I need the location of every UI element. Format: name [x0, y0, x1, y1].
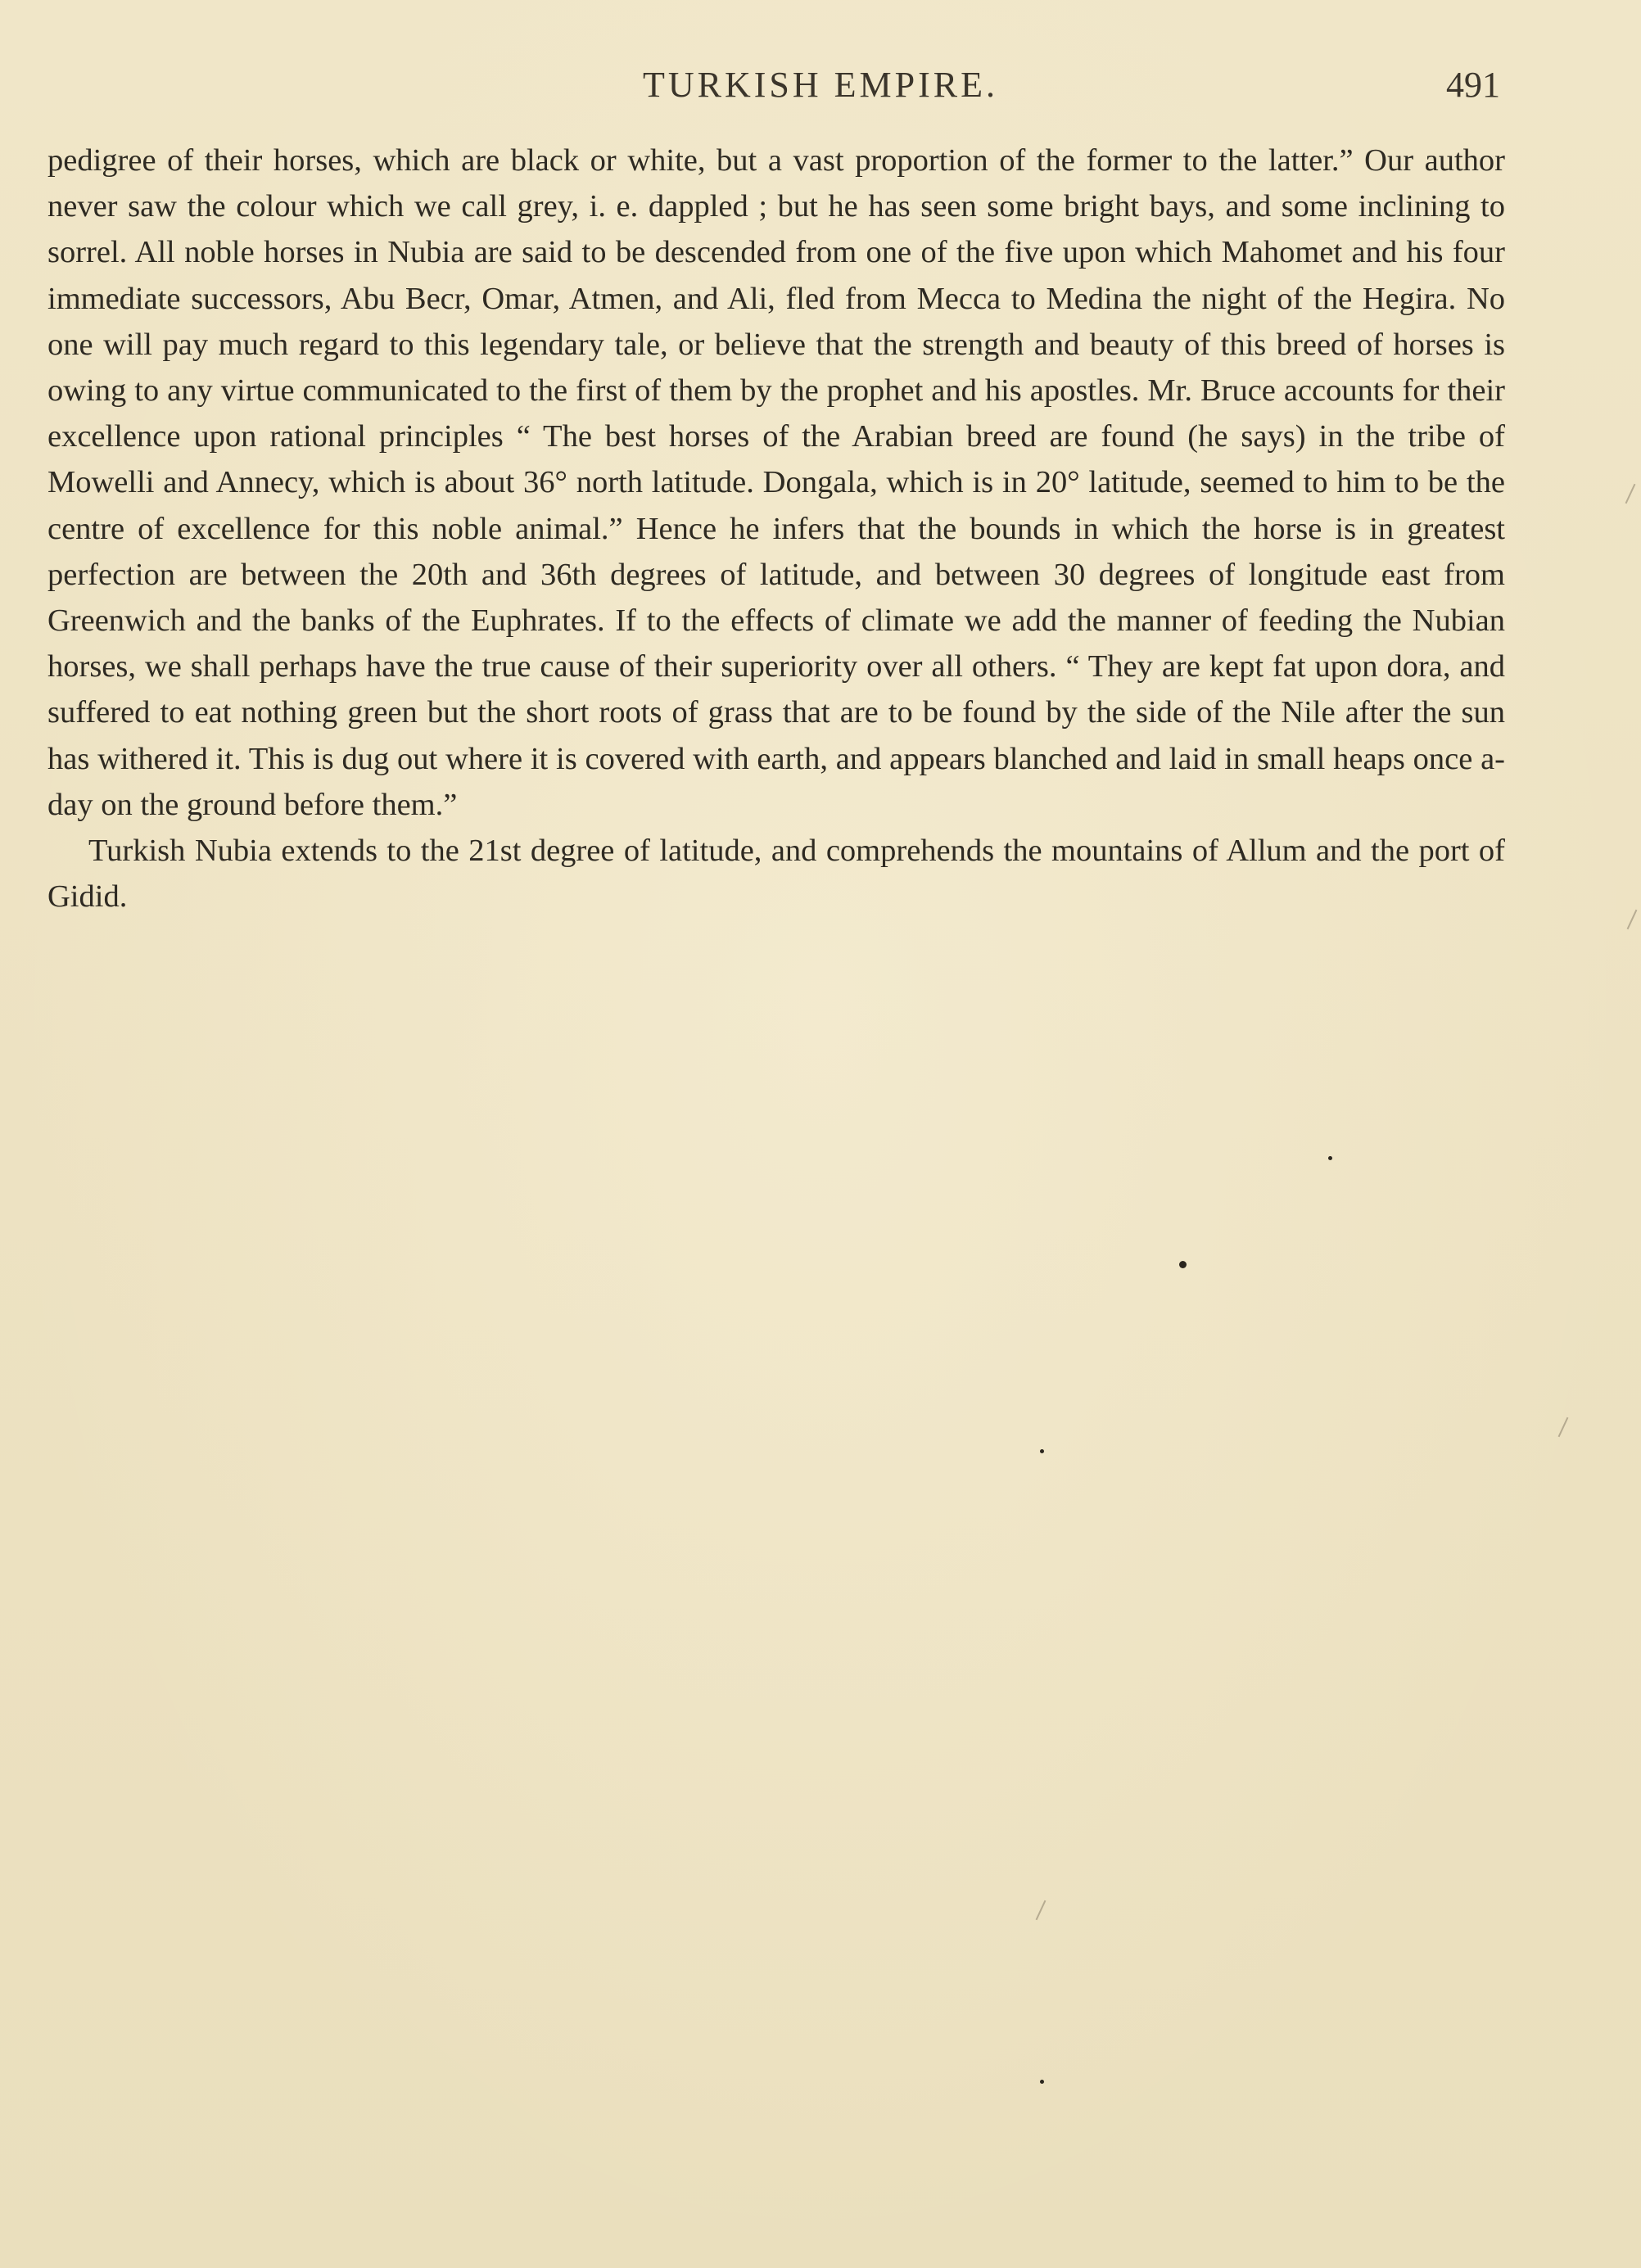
- page-number: 491: [1446, 65, 1500, 105]
- body-text: [47, 138, 1505, 919]
- paper-mark: [1627, 910, 1638, 929]
- paragraph: pedigree of their horses, which are black or white, but a vast proportion of the former to the latter.” Our author never saw the colour which we call grey, i. e. dappled ; but he has seen some bright bays, and some inclining to sorrel. All noble horses in Nubia are said to be descended from one of the five upon which Mahomet and his four immediate successors, Abu Becr, Omar, Atmen, and Ali, fled from Mecca to Medina the night of the Hegira. No one will pay much regard to this legendary tale, or believe that the strength and beauty of this breed of horses is owing to any virtue communicated to the first of them by the prophet and his apostles. Mr. Bruce accounts for their excellence upon rational principles “ The best horses of the Arabian breed are found (he says) in the tribe of Mowelli and Annecy, which is about 36° north latitude. Dongala, which is in 20° latitude, seemed to him to be the centre of excellence for this noble animal.” Hence he infers that the bounds in which the horse is in greatest perfection are between the 20th and 36th degrees of latitude, and between 30 degrees of longitude east from Greenwich and the banks of the Euphrates. If to the effects of climate we add the manner of feeding the Nubian horses, we shall perhaps have the true cause of their superiority over all others. “ They are kept fat upon dora, and suffered to eat nothing green but the short roots of grass that are to be found by the side of the Nile after the sun has withered it. This is dug out where it is covered with earth, and appears blanched and laid in small heaps once a-day on the ground before them.”: [47, 143, 1505, 822]
- ink-speck: [1040, 2080, 1044, 2084]
- ink-speck: [1328, 1156, 1332, 1160]
- paragraph: Turkish Nubia extends to the 21st degree of latitude, and comprehends the mountains of Allum and the port of Gidid.: [47, 834, 1505, 915]
- running-title: TURKISH EMPIRE.: [642, 65, 999, 105]
- paper-mark: [1036, 1900, 1047, 1920]
- paper-mark: [1558, 1417, 1569, 1437]
- ink-speck: [1040, 1449, 1044, 1453]
- ink-speck: [1179, 1261, 1187, 1268]
- page-header: [0, 64, 1641, 121]
- paper-mark: [1625, 484, 1636, 504]
